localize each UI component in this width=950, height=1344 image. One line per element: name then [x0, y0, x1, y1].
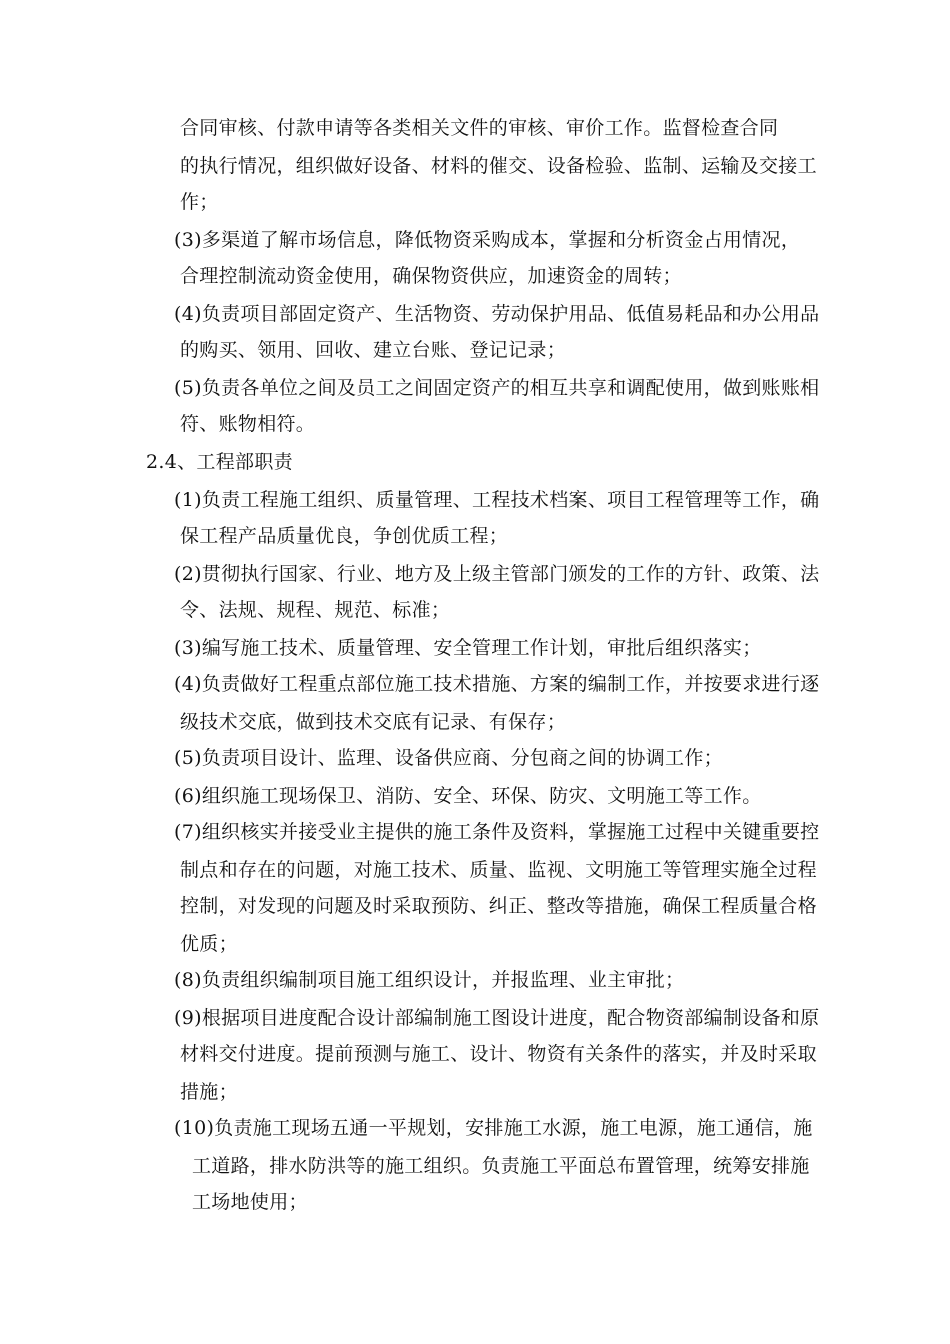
text-line: 合理控制流动资金使用，确保物资供应，加速资金的周转；	[180, 265, 682, 287]
text-line: 的执行情况，组织做好设备、材料的催交、设备检验、监制、运输及交接工	[180, 155, 817, 177]
text-line: 优质；	[180, 933, 238, 955]
text-line: 令、法规、规程、规范、标准；	[180, 599, 451, 621]
text-line: 符、账物相符。	[180, 413, 316, 435]
text-line: 合同审核、付款申请等各类相关文件的审核、审价工作。监督检查合同	[180, 117, 779, 139]
text-line: (8)负责组织编制项目施工组织设计，并报监理、业主审批；	[174, 969, 685, 991]
text-line: (7)组织核实并接受业主提供的施工条件及资料，掌握施工过程中关键重要控	[174, 821, 820, 843]
text-line: 制点和存在的问题，对施工技术、质量、监视、文明施工等管理实施全过程	[180, 859, 817, 881]
text-line: 工场地使用；	[192, 1191, 308, 1213]
text-line: (4)负责做好工程重点部位施工技术措施、方案的编制工作，并按要求进行逐	[174, 673, 820, 695]
text-line: 保工程产品质量优良，争创优质工程；	[180, 525, 509, 547]
text-line: (10)负责施工现场五通一平规划，安排施工水源，施工电源，施工通信，施	[174, 1117, 813, 1139]
text-line: (2)贯彻执行国家、行业、地方及上级主管部门颁发的工作的方针、政策、法	[174, 563, 820, 585]
text-line: 材料交付进度。提前预测与施工、设计、物资有关条件的落实，并及时采取	[180, 1043, 817, 1065]
text-line: (1)负责工程施工组织、质量管理、工程技术档案、项目工程管理等工作，确	[174, 489, 820, 511]
text-line: 作；	[180, 191, 219, 213]
text-line: 控制，对发现的问题及时采取预防、纠正、整改等措施，确保工程质量合格	[180, 895, 817, 917]
text-line: 的购买、领用、回收、建立台账、登记记录；	[180, 339, 567, 361]
text-line: 级技术交底，做到技术交底有记录、有保存；	[180, 711, 567, 733]
text-line: (6)组织施工现场保卫、消防、安全、环保、防灾、文明施工等工作。	[174, 785, 762, 807]
text-line: (5)负责项目设计、监理、设备供应商、分包商之间的协调工作；	[174, 747, 723, 769]
text-line: (9)根据项目进度配合设计部编制施工图设计进度，配合物资部编制设备和原	[174, 1007, 820, 1029]
text-line: 工道路，排水防洪等的施工组织。负责施工平面总布置管理，统筹安排施	[192, 1155, 810, 1177]
text-line: (5)负责各单位之间及员工之间固定资产的相互共享和调配使用，做到账账相	[174, 377, 820, 399]
section-heading: 2.4、工程部职责	[146, 451, 293, 473]
text-line: (4)负责项目部固定资产、生活物资、劳动保护用品、低值易耗品和办公用品	[174, 303, 820, 325]
text-line: 措施；	[180, 1081, 238, 1103]
text-line: (3)多渠道了解市场信息，降低物资采购成本，掌握和分析资金占用情况，	[174, 229, 801, 251]
text-line: (3)编写施工技术、质量管理、安全管理工作计划，审批后组织落实；	[174, 637, 762, 659]
